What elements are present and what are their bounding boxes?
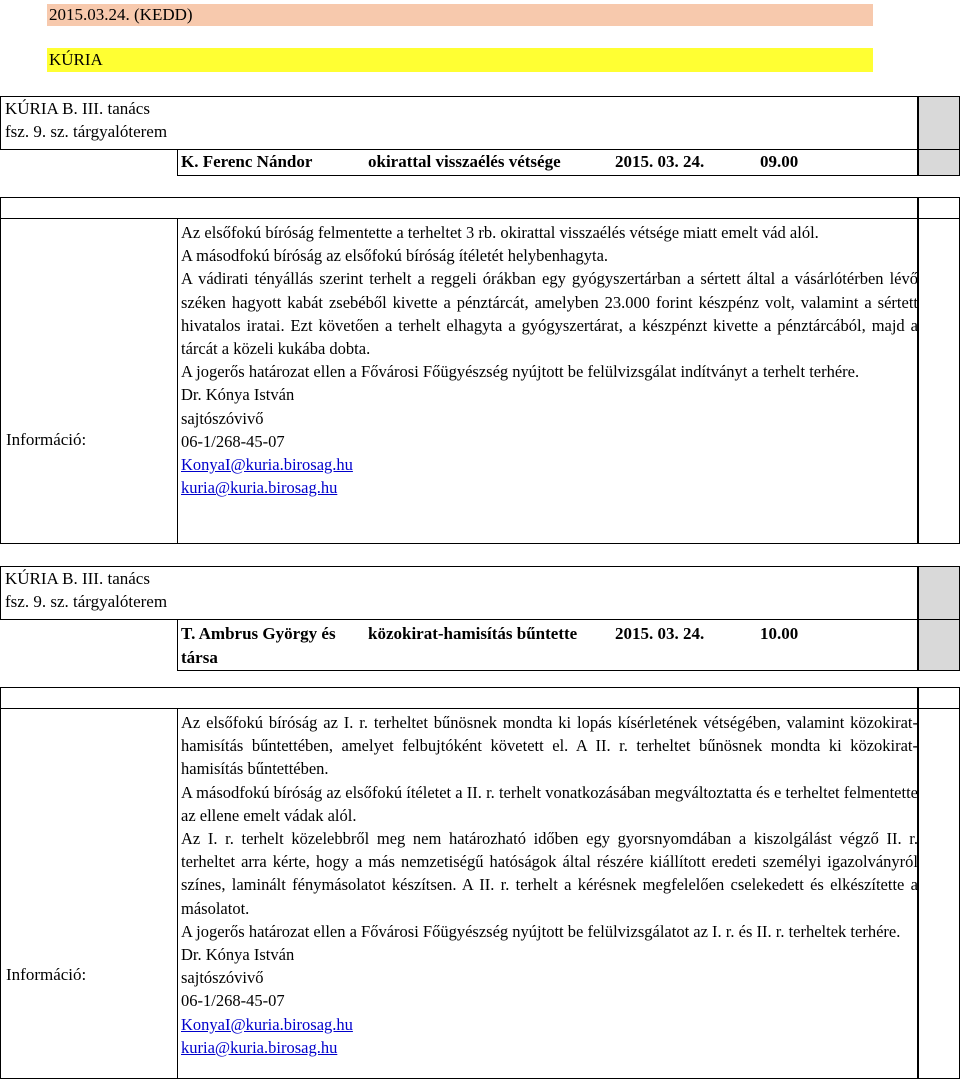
hearing-time: 09.00	[760, 152, 799, 171]
contact-role: sajtószóvivő	[181, 408, 264, 428]
gray-cell	[918, 619, 960, 671]
info-label-cell	[0, 218, 178, 544]
contact-email-link[interactable]: kuria@kuria.birosag.hu	[181, 478, 338, 498]
spacer-cell	[918, 197, 960, 219]
paragraph: Az elsőfokú bíróság az I. r. terheltet bűnösnek mondta ki lopás kísérletének vétségében, valamint közokirat-hamisítás bűntettében, amelyet felbujtóként követett el. A II. r. terheltet bűnösnek mondta ki közokirat-hamisítás bűntettében.	[181, 713, 918, 779]
contact-email-link[interactable]: KonyaI@kuria.birosag.hu	[181, 1014, 353, 1034]
case-description	[181, 711, 918, 1059]
chamber-line-2: fsz. 9. sz. tárgyalóterem	[5, 592, 168, 611]
spacer-row	[0, 687, 918, 709]
chamber-line-1: KÚRIA B. III. tanács	[5, 99, 150, 118]
paragraph: Az elsőfokú bíróság felmentette a terheltet 3 rb. okirattal visszaélés vétsége miatt emelt vád alól.	[181, 223, 819, 242]
paragraph: A vádirati tényállás szerint terhelt a reggeli órákban egy gyógyszertárban a sértett által a vásárlótérben lévő széken hagyott kabát zsebéből kivette a pénztárcát, amelyben 23.000 forint készpénz volt, valamint a sértett hivatalos iratai. Ezt követően a terhelt elhagyta a gyógyszertárat, a készpénzt kivette a pénztárcából, majd a tárcát a közeli kukába dobta.	[181, 269, 918, 359]
paragraph: A másodfokú bíróság az elsőfokú bíróság ítéletét helybenhagyta.	[181, 246, 609, 266]
gray-cell	[918, 96, 960, 150]
side-cell	[918, 708, 960, 1079]
spacer-row	[0, 197, 918, 219]
charge: okirattal visszaélés vétsége	[368, 152, 561, 171]
chamber-line-2: fsz. 9. sz. tárgyalóterem	[5, 122, 168, 141]
defendant-name: T. Ambrus György és társa	[181, 624, 336, 667]
defendant-name: K. Ferenc Nándor	[181, 152, 313, 171]
contact-name: Dr. Kónya István	[181, 945, 295, 965]
case-description	[181, 221, 918, 499]
hearing-time: 10.00	[760, 624, 799, 643]
paragraph: A jogerős határozat ellen a Fővárosi Főügyészség nyújtott be felülvizsgálatot az I. r. és II. r. terheltek terhére.	[181, 921, 901, 941]
paragraph: Az I. r. terhelt közelebbről meg nem határozható időben egy gyorsnyomdában a kiszolgálást végző II. r. terheltet arra kérte, hogy a más nemzetiségű hatóságok által részére kiállított eredeti személyi igazolványról színes, laminált fénymásolatot készítsen. A II. r. terhelt a kérésnek megfelelően cselekedett és elkészítette a másolatot.	[181, 829, 918, 918]
court-header: KÚRIA	[47, 48, 873, 72]
chamber-box	[0, 566, 918, 620]
info-content-cell	[177, 708, 918, 1079]
info-content-cell	[177, 218, 918, 544]
chamber-box	[0, 96, 918, 150]
spacer-cell	[918, 687, 960, 709]
contact-phone: 06-1/268-45-07	[181, 431, 285, 451]
chamber-line-1: KÚRIA B. III. tanács	[5, 569, 150, 588]
info-label: Információ:	[6, 965, 87, 984]
contact-block	[181, 943, 918, 1059]
contact-name: Dr. Kónya István	[181, 385, 295, 405]
gray-cell	[918, 566, 960, 620]
contact-role: sajtószóvivő	[181, 968, 264, 988]
contact-email-link[interactable]: KonyaI@kuria.birosag.hu	[181, 455, 353, 475]
date-header: 2015.03.24. (KEDD)	[47, 4, 873, 26]
paragraph: A jogerős határozat ellen a Fővárosi Főügyészség nyújtott be felülvizsgálat indítványt a terhelt terhére.	[181, 362, 860, 382]
contact-email-link[interactable]: kuria@kuria.birosag.hu	[181, 1037, 338, 1057]
side-cell	[918, 218, 960, 544]
case-row	[177, 149, 918, 176]
case-row	[177, 619, 918, 671]
info-label: Információ:	[6, 430, 87, 449]
charge: közokirat-hamisítás bűntette	[368, 624, 578, 643]
gray-cell	[918, 149, 960, 176]
hearing-date: 2015. 03. 24.	[615, 152, 705, 171]
info-label-cell	[0, 708, 178, 1079]
contact-block	[181, 383, 918, 499]
paragraph: A másodfokú bíróság az elsőfokú ítéletet a II. r. terhelt vonatkozásában megváltoztatta és e terheltet felmentette az ellene emelt vádak alól.	[181, 782, 918, 825]
hearing-date: 2015. 03. 24.	[615, 624, 705, 643]
contact-phone: 06-1/268-45-07	[181, 991, 285, 1011]
